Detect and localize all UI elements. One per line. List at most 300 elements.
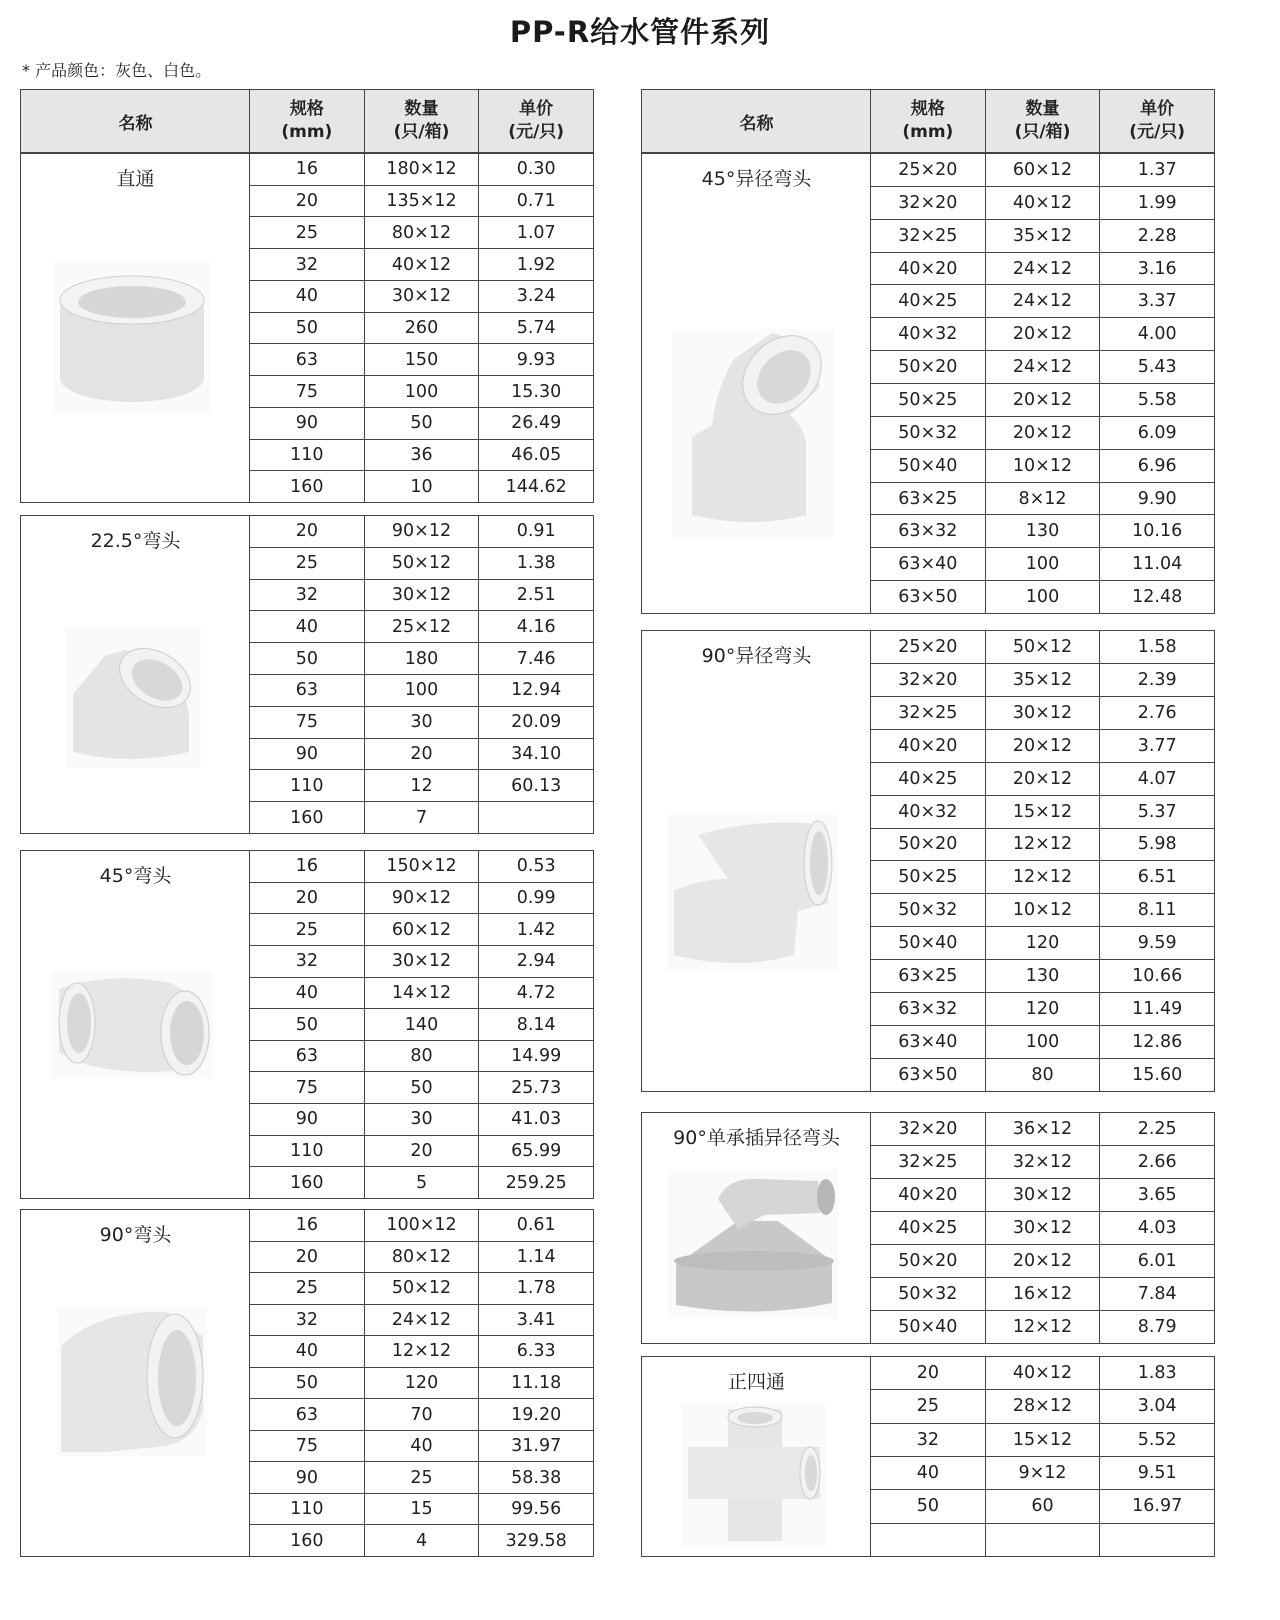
table-row [871, 993, 1214, 1026]
spec-cell: 16 [250, 851, 365, 882]
table-row [250, 1136, 593, 1168]
spec-cell: 40 [871, 1457, 986, 1489]
spec-cell: 32 [250, 249, 365, 280]
price-cell: 3.77 [1137, 735, 1177, 756]
spec-cell: 63×50 [871, 1059, 986, 1091]
qty-cell: 130 [986, 515, 1101, 547]
qty-cell: 24×12 [986, 351, 1101, 383]
qty-cell: 35×12 [986, 664, 1101, 696]
qty-cell: 40 [365, 1431, 480, 1462]
table-row [871, 1113, 1214, 1146]
qty-cell: 100 [986, 581, 1101, 613]
single-socket-reducing-elbow-image [668, 1169, 838, 1319]
table-row [250, 154, 593, 186]
table-row [871, 664, 1214, 697]
qty-cell: 100 [986, 1026, 1101, 1058]
spec-cell: 32 [871, 1424, 986, 1456]
qty-cell: 20 [365, 739, 480, 770]
price-cell: 1.78 [516, 1278, 556, 1299]
qty-cell: 90×12 [365, 883, 480, 914]
table-row [871, 154, 1214, 187]
spec-cell: 50×32 [871, 1278, 986, 1310]
qty-cell: 180×12 [365, 154, 480, 185]
price-cell: 5.37 [1137, 801, 1177, 822]
spec-cell: 16 [250, 1210, 365, 1241]
spec-cell: 110 [250, 1494, 365, 1525]
qty-cell: 10 [365, 471, 480, 502]
product-block [641, 153, 1215, 614]
spec-cell: 50 [250, 643, 365, 674]
spec-cell: 63×25 [871, 483, 986, 515]
spec-cell: 32 [250, 580, 365, 611]
table-row [871, 927, 1214, 960]
spec-cell: 50×40 [871, 450, 986, 482]
qty-cell: 12×12 [986, 829, 1101, 861]
table-row [871, 894, 1214, 927]
table-row [871, 253, 1214, 286]
price-cell: 16.97 [1132, 1496, 1183, 1517]
price-cell: 3.04 [1137, 1396, 1177, 1417]
price-cell: 2.94 [516, 951, 556, 972]
table-row [871, 1524, 1214, 1556]
price-cell: 19.20 [511, 1404, 562, 1425]
table-row [250, 1368, 593, 1400]
price-cell: 5.52 [1137, 1429, 1177, 1450]
price-cell: 2.39 [1137, 669, 1177, 690]
spec-cell: 40×25 [871, 285, 986, 317]
price-cell: 4.72 [516, 982, 556, 1003]
spec-cell: 32 [250, 1305, 365, 1336]
table-row [871, 730, 1214, 763]
table-row [250, 281, 593, 313]
spec-cell: 25×20 [871, 154, 986, 186]
qty-cell: 70 [365, 1399, 480, 1430]
price-cell: 10.16 [1132, 521, 1183, 542]
table-row [871, 1245, 1214, 1278]
qty-cell: 30×12 [986, 1179, 1101, 1211]
table-row [871, 187, 1214, 220]
table-row [250, 770, 593, 802]
qty-cell: 80×12 [365, 1242, 480, 1273]
product-name: 22.5°弯头 [90, 530, 181, 552]
qty-cell: 40×12 [365, 249, 480, 280]
table-row [871, 631, 1214, 664]
price-cell: 5.43 [1137, 357, 1177, 378]
qty-cell: 80×12 [365, 217, 480, 248]
table-row [250, 914, 593, 946]
price-cell: 0.99 [516, 887, 556, 908]
header-spec: 规格 (mm) [250, 90, 365, 152]
header-price: 单价 (元/只) [508, 99, 565, 142]
price-cell: 144.62 [505, 476, 567, 497]
table-row [871, 548, 1214, 581]
table-row [250, 1072, 593, 1104]
qty-cell: 36 [365, 440, 480, 471]
qty-cell [986, 1524, 1101, 1556]
qty-cell: 24×12 [986, 253, 1101, 285]
qty-cell: 100 [365, 675, 480, 706]
table-row [871, 1424, 1214, 1457]
header-spec: 规格 (mm) [871, 90, 986, 152]
qty-cell: 50×12 [986, 631, 1101, 663]
table-row [250, 313, 593, 345]
spec-cell: 50×32 [871, 894, 986, 926]
spec-cell: 40×25 [871, 1212, 986, 1244]
price-cell: 4.07 [1137, 768, 1177, 789]
spec-cell: 25 [871, 1390, 986, 1422]
spec-cell: 63 [250, 1399, 365, 1430]
price-cell: 5.98 [1137, 834, 1177, 855]
color-note: * 产品颜色：灰色、白色。 [22, 61, 212, 80]
price-cell: 10.66 [1132, 966, 1183, 987]
table-row [250, 1431, 593, 1463]
qty-cell: 30×12 [365, 946, 480, 977]
price-cell: 11.04 [1132, 554, 1183, 575]
reducing-elbow-90-image [668, 815, 838, 971]
qty-cell: 60 [986, 1490, 1101, 1522]
product-name: 90°单承插异径弯头 [673, 1127, 840, 1149]
qty-cell: 12×12 [365, 1336, 480, 1367]
spec-cell: 75 [250, 1072, 365, 1103]
elbow-45-image [51, 971, 213, 1079]
spec-cell: 50×20 [871, 829, 986, 861]
qty-cell: 32×12 [986, 1146, 1101, 1178]
table-row [250, 1167, 593, 1198]
qty-cell: 40×12 [986, 187, 1101, 219]
price-cell: 6.51 [1137, 867, 1177, 888]
qty-cell: 35×12 [986, 220, 1101, 252]
price-cell: 3.24 [516, 286, 556, 307]
spec-cell: 40×20 [871, 253, 986, 285]
qty-cell: 120 [986, 927, 1101, 959]
qty-cell: 20×12 [986, 730, 1101, 762]
table-row [250, 548, 593, 580]
left-table-header [20, 89, 594, 153]
spec-cell: 63×25 [871, 960, 986, 992]
price-cell: 0.61 [516, 1215, 556, 1236]
spec-cell: 63×32 [871, 993, 986, 1025]
table-row [250, 376, 593, 408]
spec-cell: 50 [250, 313, 365, 344]
price-cell: 2.51 [516, 584, 556, 605]
table-row [250, 978, 593, 1010]
price-cell: 7.84 [1137, 1284, 1177, 1304]
spec-cell: 20 [250, 1242, 365, 1273]
qty-cell: 150×12 [365, 851, 480, 882]
qty-cell: 30 [365, 707, 480, 738]
table-row [871, 1146, 1214, 1179]
price-cell: 1.37 [1137, 159, 1177, 180]
qty-cell: 25×12 [365, 611, 480, 642]
qty-cell: 30×12 [986, 697, 1101, 729]
table-row [250, 580, 593, 612]
qty-cell: 4 [365, 1525, 480, 1556]
qty-cell: 60×12 [986, 154, 1101, 186]
spec-cell: 110 [250, 440, 365, 471]
table-row [250, 1104, 593, 1136]
spec-cell: 160 [250, 1525, 365, 1556]
qty-cell: 120 [986, 993, 1101, 1025]
spec-cell: 40×20 [871, 730, 986, 762]
price-cell: 31.97 [511, 1436, 562, 1457]
price-cell: 9.90 [1137, 488, 1177, 509]
qty-cell: 20×12 [986, 1245, 1101, 1277]
price-cell: 15.30 [511, 381, 562, 402]
table-row [250, 643, 593, 675]
spec-cell: 50×20 [871, 1245, 986, 1277]
price-cell: 11.49 [1132, 999, 1183, 1020]
qty-cell: 135×12 [365, 186, 480, 217]
table-row [871, 285, 1214, 318]
spec-cell: 63 [250, 344, 365, 375]
qty-cell: 12×12 [986, 861, 1101, 893]
qty-cell: 36×12 [986, 1113, 1101, 1145]
table-row [250, 471, 593, 502]
spec-cell: 90 [250, 739, 365, 770]
spec-cell: 63×50 [871, 581, 986, 613]
qty-cell: 90×12 [365, 516, 480, 547]
spec-cell: 75 [250, 707, 365, 738]
price-cell: 60.13 [511, 775, 562, 796]
table-row [871, 483, 1214, 516]
price-cell: 2.76 [1137, 702, 1177, 723]
table-row [871, 861, 1214, 894]
product-name: 直通 [116, 168, 155, 190]
table-row [250, 1041, 593, 1073]
spec-cell: 50×20 [871, 351, 986, 383]
product-block [641, 1112, 1215, 1344]
spec-cell [871, 1524, 986, 1556]
price-cell: 8.11 [1137, 900, 1177, 921]
price-cell: 1.07 [516, 222, 556, 243]
price-cell: 4.00 [1137, 324, 1177, 345]
qty-cell: 15×12 [986, 796, 1101, 828]
qty-cell: 30×12 [986, 1212, 1101, 1244]
price-cell: 9.59 [1137, 933, 1177, 954]
price-cell: 99.56 [511, 1499, 562, 1520]
product-block [20, 153, 594, 503]
spec-cell: 40×32 [871, 796, 986, 828]
table-row [250, 946, 593, 978]
price-cell: 12.48 [1132, 587, 1183, 608]
price-cell: 4.16 [516, 616, 556, 637]
spec-cell: 32×20 [871, 187, 986, 219]
reducing-elbow-45-image [672, 329, 834, 537]
price-cell: 6.09 [1137, 422, 1177, 443]
price-cell: 1.14 [516, 1246, 556, 1267]
spec-cell: 90 [250, 408, 365, 439]
spec-cell: 50 [250, 1368, 365, 1399]
spec-cell: 160 [250, 802, 365, 833]
table-row [871, 351, 1214, 384]
price-cell: 14.99 [511, 1046, 562, 1067]
price-cell: 12.86 [1132, 1032, 1183, 1053]
qty-cell: 28×12 [986, 1390, 1101, 1422]
header-name: 名称 [118, 113, 153, 134]
table-row [250, 1273, 593, 1305]
spec-cell: 63 [250, 675, 365, 706]
price-cell: 8.14 [516, 1014, 556, 1035]
product-name: 45°弯头 [99, 865, 172, 887]
spec-cell: 110 [250, 1136, 365, 1167]
qty-cell: 100 [986, 548, 1101, 580]
spec-cell: 50×32 [871, 417, 986, 449]
qty-cell: 20 [365, 1136, 480, 1167]
spec-cell: 40×20 [871, 1179, 986, 1211]
qty-cell: 20×12 [986, 763, 1101, 795]
price-cell: 1.42 [516, 919, 556, 940]
table-row [250, 675, 593, 707]
product-block [20, 1209, 594, 1557]
price-cell: 329.58 [505, 1530, 567, 1551]
spec-cell: 20 [250, 186, 365, 217]
header-price: 单价 (元/只) [1129, 99, 1186, 142]
header-qty: 数量 (只/箱) [365, 90, 480, 152]
table-row [250, 1336, 593, 1368]
product-name: 90°弯头 [99, 1224, 172, 1246]
qty-cell: 100 [365, 376, 480, 407]
spec-cell: 50×40 [871, 1311, 986, 1343]
table-row [871, 697, 1214, 730]
table-row [871, 1212, 1214, 1245]
spec-cell: 25 [250, 217, 365, 248]
table-row [871, 960, 1214, 993]
product-block [20, 850, 594, 1199]
price-cell: 9.93 [516, 349, 556, 370]
spec-cell: 32×25 [871, 220, 986, 252]
table-row [871, 1490, 1214, 1523]
table-row [871, 581, 1214, 613]
qty-cell: 100×12 [365, 1210, 480, 1241]
qty-cell: 14×12 [365, 978, 480, 1009]
header-name: 名称 [739, 113, 774, 134]
header-qty: 数量 (只/箱) [986, 90, 1101, 152]
spec-cell: 20 [250, 516, 365, 547]
spec-cell: 40 [250, 611, 365, 642]
table-row [871, 796, 1214, 829]
qty-cell: 20×12 [986, 318, 1101, 350]
spec-cell: 32×20 [871, 1113, 986, 1145]
spec-cell: 40 [250, 1336, 365, 1367]
spec-cell: 32×25 [871, 1146, 986, 1178]
price-cell: 1.92 [516, 254, 556, 275]
table-row [871, 384, 1214, 417]
qty-cell: 30×12 [365, 281, 480, 312]
table-row [871, 1357, 1214, 1390]
table-row [250, 1494, 593, 1526]
qty-cell: 50 [365, 408, 480, 439]
spec-cell: 20 [250, 883, 365, 914]
qty-cell: 15 [365, 1494, 480, 1525]
spec-cell: 160 [250, 1167, 365, 1198]
qty-cell: 50 [365, 1072, 480, 1103]
price-cell: 5.74 [516, 318, 556, 339]
price-cell: 58.38 [511, 1467, 562, 1488]
spec-cell: 40×25 [871, 763, 986, 795]
price-cell: 11.18 [511, 1373, 562, 1393]
table-row [250, 217, 593, 249]
product-block [20, 515, 594, 834]
price-cell: 7.46 [516, 648, 556, 669]
page-title: PP-R给水管件系列 [509, 15, 771, 49]
price-cell [1100, 1524, 1214, 1556]
price-cell: 9.51 [1137, 1463, 1177, 1484]
spec-cell: 63×40 [871, 1026, 986, 1058]
price-cell: 1.58 [1137, 636, 1177, 657]
table-row [871, 220, 1214, 253]
qty-cell: 260 [365, 313, 480, 344]
table-row [250, 1525, 593, 1556]
table-row [250, 1242, 593, 1274]
qty-cell: 30×12 [365, 580, 480, 611]
spec-cell: 50×40 [871, 927, 986, 959]
table-row [250, 1305, 593, 1337]
qty-cell: 40×12 [986, 1357, 1101, 1389]
table-row [250, 1210, 593, 1242]
table-row [250, 1399, 593, 1431]
qty-cell: 9×12 [986, 1457, 1101, 1489]
table-row [871, 1059, 1214, 1091]
qty-cell: 80 [986, 1059, 1101, 1091]
product-block [641, 630, 1215, 1092]
qty-cell: 10×12 [986, 894, 1101, 926]
spec-cell: 90 [250, 1462, 365, 1493]
qty-cell: 30 [365, 1104, 480, 1135]
price-cell: 3.16 [1137, 258, 1177, 279]
price-cell [479, 802, 593, 833]
spec-cell: 50×25 [871, 384, 986, 416]
spec-cell: 32×20 [871, 664, 986, 696]
qty-cell: 8×12 [986, 483, 1101, 515]
cross-tee-image [682, 1403, 826, 1547]
table-row [871, 1457, 1214, 1490]
qty-cell: 16×12 [986, 1278, 1101, 1310]
spec-cell: 25 [250, 548, 365, 579]
spec-cell: 32 [250, 946, 365, 977]
table-row [871, 1390, 1214, 1423]
qty-cell: 80 [365, 1041, 480, 1072]
price-cell: 4.03 [1137, 1218, 1177, 1238]
table-row [871, 1311, 1214, 1343]
qty-cell: 120 [365, 1368, 480, 1399]
price-cell: 15.60 [1132, 1064, 1183, 1085]
table-row [250, 249, 593, 281]
qty-cell: 60×12 [365, 914, 480, 945]
table-row [871, 1278, 1214, 1311]
spec-cell: 110 [250, 770, 365, 801]
spec-cell: 40 [250, 978, 365, 1009]
spec-cell: 16 [250, 154, 365, 185]
price-cell: 34.10 [511, 743, 562, 764]
price-cell: 1.99 [1137, 192, 1177, 213]
price-cell: 2.66 [1137, 1152, 1177, 1172]
table-row [871, 763, 1214, 796]
spec-cell: 25 [250, 914, 365, 945]
table-row [250, 186, 593, 218]
table-row [250, 408, 593, 440]
table-row [871, 450, 1214, 483]
product-name: 正四通 [727, 1371, 785, 1393]
spec-cell: 25×20 [871, 631, 986, 663]
spec-cell: 63 [250, 1041, 365, 1072]
qty-cell: 20×12 [986, 384, 1101, 416]
spec-cell: 25 [250, 1273, 365, 1304]
spec-cell: 50 [250, 1009, 365, 1040]
table-row [250, 1009, 593, 1041]
spec-cell: 90 [250, 1104, 365, 1135]
table-row [871, 318, 1214, 351]
table-row [250, 707, 593, 739]
